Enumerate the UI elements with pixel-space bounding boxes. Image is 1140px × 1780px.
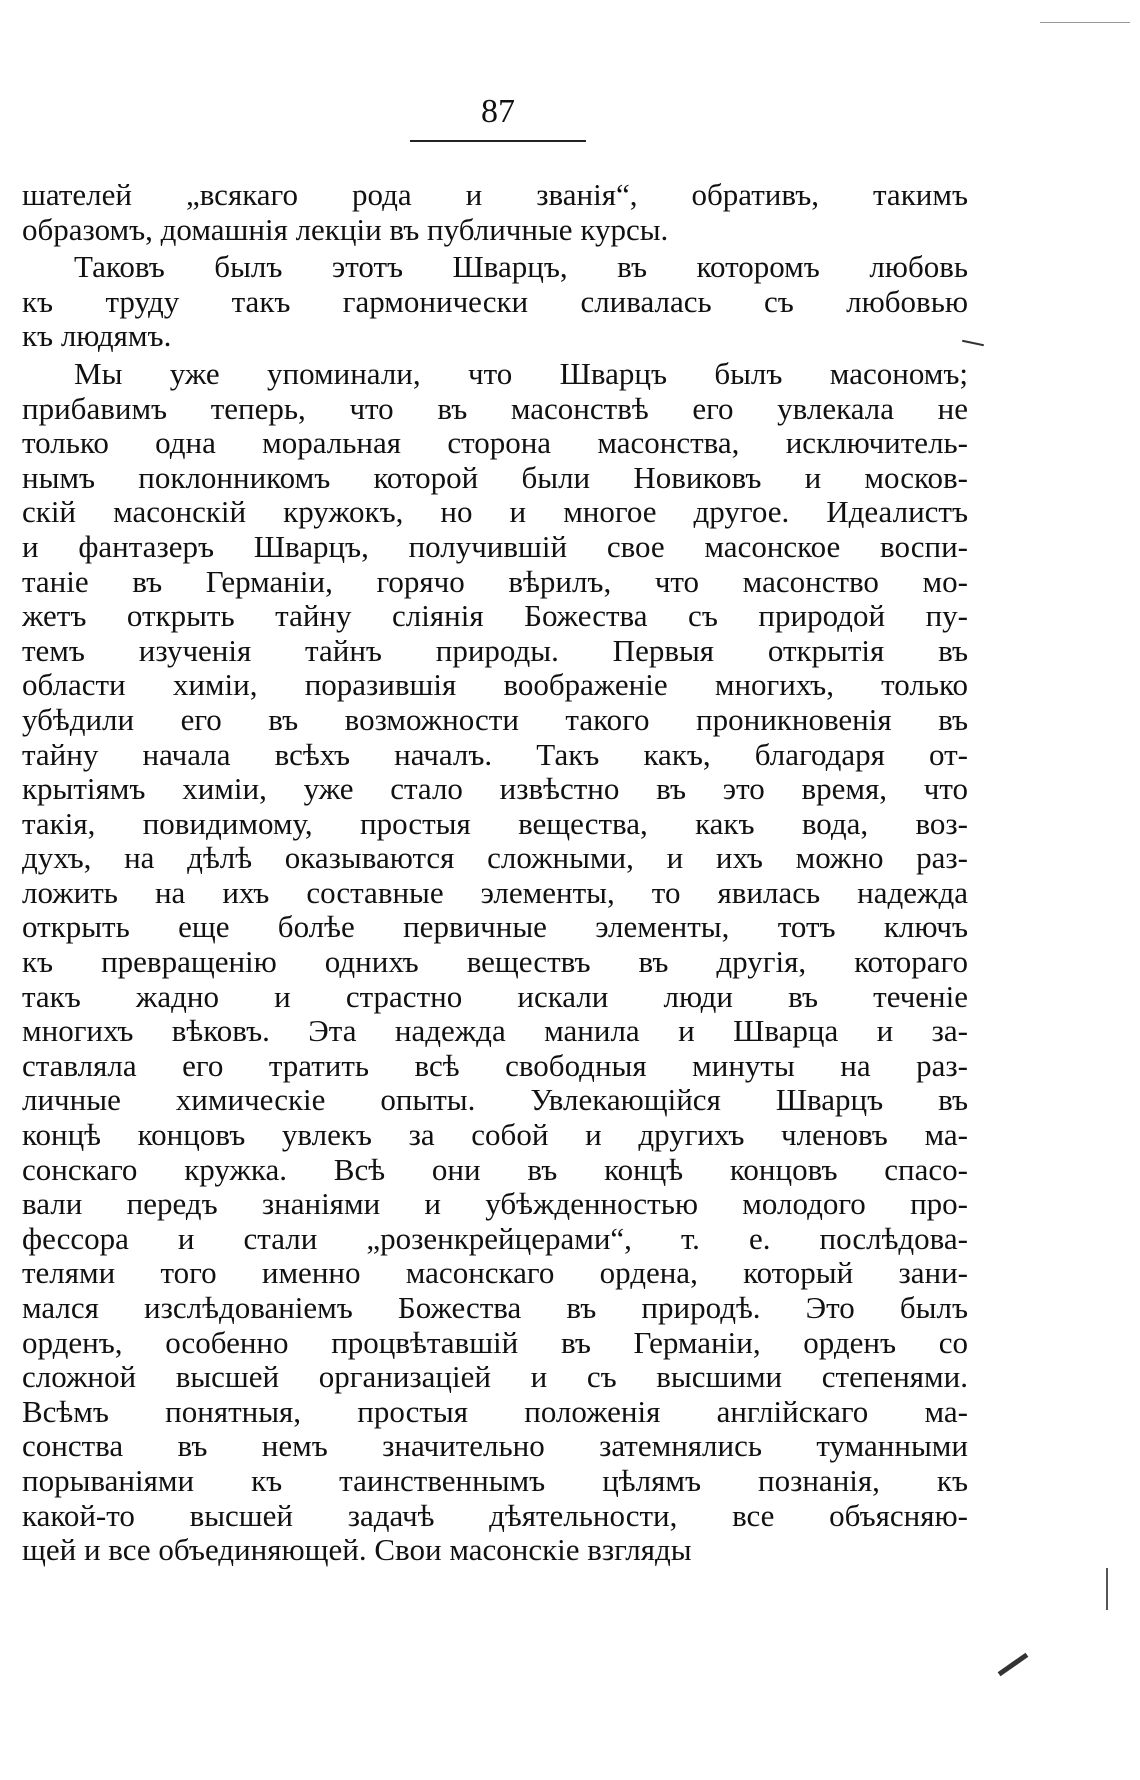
text-line: къ людямъ. bbox=[22, 319, 172, 354]
text-line: ложить на ихъ составные элементы, то явилась надежда bbox=[22, 875, 968, 910]
text-line: открыть еще болѣе первичные элементы, тотъ ключъ bbox=[22, 910, 968, 945]
text-line: тайну начала всѣхъ началъ. Такъ какъ, благодаря от- bbox=[22, 737, 968, 772]
text-line: крытіямъ химіи, уже стало извѣстно въ это время, что bbox=[22, 772, 968, 807]
header-rule bbox=[410, 140, 586, 142]
text-line: щей и все объединяющей. Свои масонскіе взгляды bbox=[22, 1533, 692, 1568]
scan-mark-bottom-stroke bbox=[998, 1653, 1029, 1677]
text-line: многихъ вѣковъ. Эта надежда манила и Шварца и за- bbox=[22, 1014, 968, 1049]
text-line: скій масонскій кружокъ, но и многое другое. Идеалистъ bbox=[22, 495, 968, 530]
text-line: и фантазеръ Шварцъ, получившій свое масонское воспи- bbox=[22, 529, 968, 564]
text-line: Мы уже упоминали, что Шварцъ былъ масономъ; bbox=[74, 356, 968, 391]
text-line: прибавимъ теперь, что въ масонствѣ его увлекала не bbox=[22, 391, 968, 426]
text-line: жетъ открыть тайну слiянія Божества съ природой пу- bbox=[22, 599, 968, 634]
text-line: сонства въ немъ значительно затемнялись туманными bbox=[22, 1429, 968, 1464]
text-line: сонскаго кружка. Всѣ они въ концѣ концовъ спасо- bbox=[22, 1152, 968, 1187]
text-line: Таковъ былъ этотъ Шварцъ, въ которомъ любовь bbox=[74, 250, 968, 285]
text-line: личные химическіе опыты. Увлекающійся Шварцъ въ bbox=[22, 1083, 968, 1118]
scan-mark-right-bar bbox=[1106, 1568, 1108, 1610]
text-line: орденъ, особенно процвѣтавшій въ Германіи, орденъ со bbox=[22, 1325, 968, 1360]
text-line: области химіи, поразившія воображеніе многихъ, только bbox=[22, 668, 968, 703]
text-line: нымъ поклонникомъ которой были Новиковъ и москов- bbox=[22, 460, 968, 495]
text-line: мался изслѣдованіемъ Божества въ природѣ. Это былъ bbox=[22, 1291, 968, 1325]
text-line: таніе въ Германіи, горячо вѣрилъ, что масонство мо- bbox=[22, 564, 968, 599]
text-line: духъ, на дѣлѣ оказываются сложными, и ихъ можно раз- bbox=[22, 841, 968, 876]
text-line: телями того именно масонскаго ордена, который зани- bbox=[22, 1256, 968, 1291]
text-line: убѣдили его въ возможности такого проникновенія въ bbox=[22, 702, 968, 737]
text-line: такія, повидимому, простыя вещества, какъ вода, воз- bbox=[22, 806, 968, 841]
text-line: концѣ концовъ увлекъ за собой и другихъ членовъ ма- bbox=[22, 1118, 968, 1153]
text-line: къ превращенію однихъ веществъ въ другія, котораго bbox=[22, 945, 968, 980]
text-line: только одна моральная сторона масонства, исключитель- bbox=[22, 426, 968, 461]
text-line: фессора и стали „розенкрейцерами“, т. е. послѣдова- bbox=[22, 1221, 968, 1256]
text-line: Всѣмъ понятныя, простыя положенія англійскаго ма- bbox=[22, 1394, 968, 1429]
text-line: образомъ, домашнія лекціи въ публичные курсы. bbox=[22, 212, 669, 247]
scan-mark-top-right bbox=[1040, 22, 1130, 23]
text-line: какой-то высшей задачѣ дѣятельности, все объясняю- bbox=[22, 1498, 968, 1533]
text-line: шателей „всякаго рода и званія“, обративъ, такимъ bbox=[22, 178, 968, 212]
text-line: къ труду такъ гармонически сливалась съ любовью bbox=[22, 284, 968, 319]
text-line: вали передъ знаніями и убѣжденностью молодого про- bbox=[22, 1187, 968, 1222]
page-number: 87 bbox=[481, 93, 515, 130]
body-text bbox=[22, 178, 968, 1568]
text-line: сложной высшей организаціей и съ высшими степенями. bbox=[22, 1360, 968, 1395]
text-line: ставляла его тратить всѣ свободныя минуты на раз- bbox=[22, 1048, 968, 1083]
text-line: порываніями къ таинственнымъ цѣлямъ познанія, къ bbox=[22, 1463, 968, 1498]
text-line: темъ изученія тайнъ природы. Первыя открытія въ bbox=[22, 633, 968, 668]
text-line: такъ жадно и страстно искали люди въ теченіе bbox=[22, 979, 968, 1014]
